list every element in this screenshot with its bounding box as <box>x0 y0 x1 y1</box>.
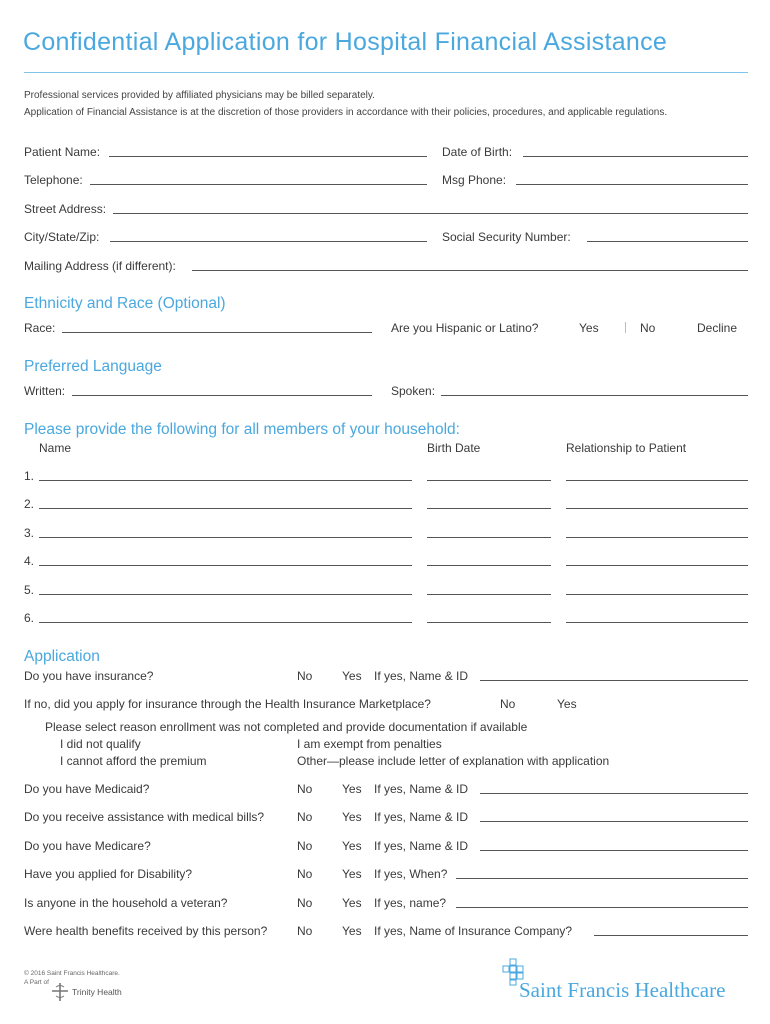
q-medicaid-yes[interactable]: Yes <box>342 782 362 796</box>
note-discretion: Application of Financial Assistance is at the discretion of those providers in accordance with their policies, procedures, and applicable regulations. <box>24 107 668 118</box>
application-heading: Application <box>24 648 100 665</box>
household-name-field[interactable] <box>39 594 412 595</box>
household-row-number: 1. <box>24 469 35 483</box>
household-birth-date-field[interactable] <box>427 594 551 595</box>
hispanic-label: Are you Hispanic or Latino? <box>391 321 539 335</box>
trinity-cross-icon <box>50 982 70 1002</box>
patient-name-label: Patient Name: <box>24 145 101 159</box>
saint-francis-logo: Saint Francis Healthcare <box>519 978 726 1002</box>
dob-field[interactable] <box>523 156 748 157</box>
q-health-benefits-label: Were health benefits received by this person? <box>24 924 268 938</box>
hispanic-yes-option[interactable]: Yes <box>579 321 599 335</box>
household-relationship-field[interactable] <box>566 508 748 509</box>
q-medicaid-label: Do you have Medicaid? <box>24 782 150 796</box>
insurance-company-field[interactable] <box>594 935 748 936</box>
medical-bills-name-id-field[interactable] <box>480 821 748 822</box>
reason-prompt: Please select reason enrollment was not completed and provide documentation if available <box>45 720 528 734</box>
household-relationship-field[interactable] <box>566 594 748 595</box>
written-label: Written: <box>24 384 66 398</box>
household-name-field[interactable] <box>39 537 412 538</box>
household-birth-date-field[interactable] <box>427 480 551 481</box>
reason-not-qualify[interactable]: I did not qualify <box>60 737 141 751</box>
reason-other[interactable]: Other—please include letter of explanation with application <box>297 754 610 768</box>
dob-label: Date of Birth: <box>442 145 513 159</box>
insurance-company-label: If yes, Name of Insurance Company? <box>374 924 573 938</box>
hispanic-no-option[interactable]: No <box>640 321 656 335</box>
trinity-health-text: Trinity Health <box>72 987 122 997</box>
disability-when-label: If yes, When? <box>374 867 448 881</box>
form-title: Confidential Application for Hospital Financial Assistance <box>23 28 668 56</box>
note-billing: Professional services provided by affiliated physicians may be billed separately. <box>24 90 375 101</box>
medicare-name-id-field[interactable] <box>480 850 748 851</box>
race-field[interactable] <box>62 332 372 333</box>
part-of-text: A Part of <box>24 979 49 986</box>
household-name-field[interactable] <box>39 565 412 566</box>
q-veteran-label: Is anyone in the household a veteran? <box>24 896 228 910</box>
household-birth-date-field[interactable] <box>427 622 551 623</box>
q-medical-bills-label: Do you receive assistance with medical bills? <box>24 810 265 824</box>
medicare-name-id-label: If yes, Name & ID <box>374 839 469 853</box>
q-disability-label: Have you applied for Disability? <box>24 867 193 881</box>
household-relationship-field[interactable] <box>566 622 748 623</box>
telephone-label: Telephone: <box>24 173 83 187</box>
veteran-name-label: If yes, name? <box>374 896 447 910</box>
mailing-field[interactable] <box>192 270 748 271</box>
insurance-name-id-label: If yes, Name & ID <box>374 669 469 683</box>
household-col-birth-date: Birth Date <box>427 441 481 455</box>
spoken-label: Spoken: <box>391 384 436 398</box>
patient-name-field[interactable] <box>109 156 427 157</box>
option-divider <box>625 322 626 333</box>
msg-phone-field[interactable] <box>516 184 748 185</box>
household-name-field[interactable] <box>39 480 412 481</box>
q-health-benefits-yes[interactable]: Yes <box>342 924 362 938</box>
household-relationship-field[interactable] <box>566 480 748 481</box>
q-disability-yes[interactable]: Yes <box>342 867 362 881</box>
q-insurance-label: Do you have insurance? <box>24 669 154 683</box>
insurance-name-id-field[interactable] <box>480 680 748 681</box>
household-name-field[interactable] <box>39 622 412 623</box>
q-veteran-no[interactable]: No <box>297 896 313 910</box>
household-col-relationship: Relationship to Patient <box>566 441 687 455</box>
q-insurance-no[interactable]: No <box>297 669 313 683</box>
household-row-number: 5. <box>24 583 35 597</box>
household-row-number: 6. <box>24 611 35 625</box>
household-col-name: Name <box>39 441 72 455</box>
disability-when-field[interactable] <box>456 878 748 879</box>
household-relationship-field[interactable] <box>566 537 748 538</box>
race-label: Race: <box>24 321 56 335</box>
veteran-name-field[interactable] <box>456 907 748 908</box>
copyright-text: © 2016 Saint Francis Healthcare. <box>24 970 120 977</box>
city-field[interactable] <box>110 241 427 242</box>
medicaid-name-id-label: If yes, Name & ID <box>374 782 469 796</box>
q-disability-no[interactable]: No <box>297 867 313 881</box>
household-relationship-field[interactable] <box>566 565 748 566</box>
telephone-field[interactable] <box>90 184 427 185</box>
q-marketplace-no[interactable]: No <box>500 697 516 711</box>
household-birth-date-field[interactable] <box>427 565 551 566</box>
q-health-benefits-no[interactable]: No <box>297 924 313 938</box>
q-medicare-label: Do you have Medicare? <box>24 839 151 853</box>
household-name-field[interactable] <box>39 508 412 509</box>
household-row-number: 2. <box>24 497 35 511</box>
q-medicaid-no[interactable]: No <box>297 782 313 796</box>
medicaid-name-id-field[interactable] <box>480 793 748 794</box>
spoken-field[interactable] <box>441 395 748 396</box>
household-row-number: 4. <box>24 554 35 568</box>
household-birth-date-field[interactable] <box>427 508 551 509</box>
street-field[interactable] <box>113 213 748 214</box>
ssn-label: Social Security Number: <box>442 230 571 244</box>
q-medicare-no[interactable]: No <box>297 839 313 853</box>
ssn-field[interactable] <box>587 241 748 242</box>
street-label: Street Address: <box>24 202 107 216</box>
mailing-label: Mailing Address (if different): <box>24 259 176 273</box>
q-medicare-yes[interactable]: Yes <box>342 839 362 853</box>
ethnicity-heading: Ethnicity and Race (Optional) <box>24 295 226 312</box>
household-row-number: 3. <box>24 526 35 540</box>
medical-bills-name-id-label: If yes, Name & ID <box>374 810 469 824</box>
title-divider <box>24 72 748 73</box>
city-label: City/State/Zip: <box>24 230 100 244</box>
q-medical-bills-yes[interactable]: Yes <box>342 810 362 824</box>
reason-exempt[interactable]: I am exempt from penalties <box>297 737 442 751</box>
language-heading: Preferred Language <box>24 358 162 375</box>
q-veteran-yes[interactable]: Yes <box>342 896 362 910</box>
household-heading: Please provide the following for all members of your household: <box>24 421 460 438</box>
q-marketplace-yes[interactable]: Yes <box>557 697 577 711</box>
hispanic-decline-option[interactable]: Decline <box>697 321 738 335</box>
q-medical-bills-no[interactable]: No <box>297 810 313 824</box>
msg-phone-label: Msg Phone: <box>442 173 507 187</box>
q-marketplace-label: If no, did you apply for insurance through the Health Insurance Marketplace? <box>24 697 431 711</box>
household-birth-date-field[interactable] <box>427 537 551 538</box>
q-insurance-yes[interactable]: Yes <box>342 669 362 683</box>
written-field[interactable] <box>72 395 372 396</box>
reason-cannot-afford[interactable]: I cannot afford the premium <box>60 754 207 768</box>
